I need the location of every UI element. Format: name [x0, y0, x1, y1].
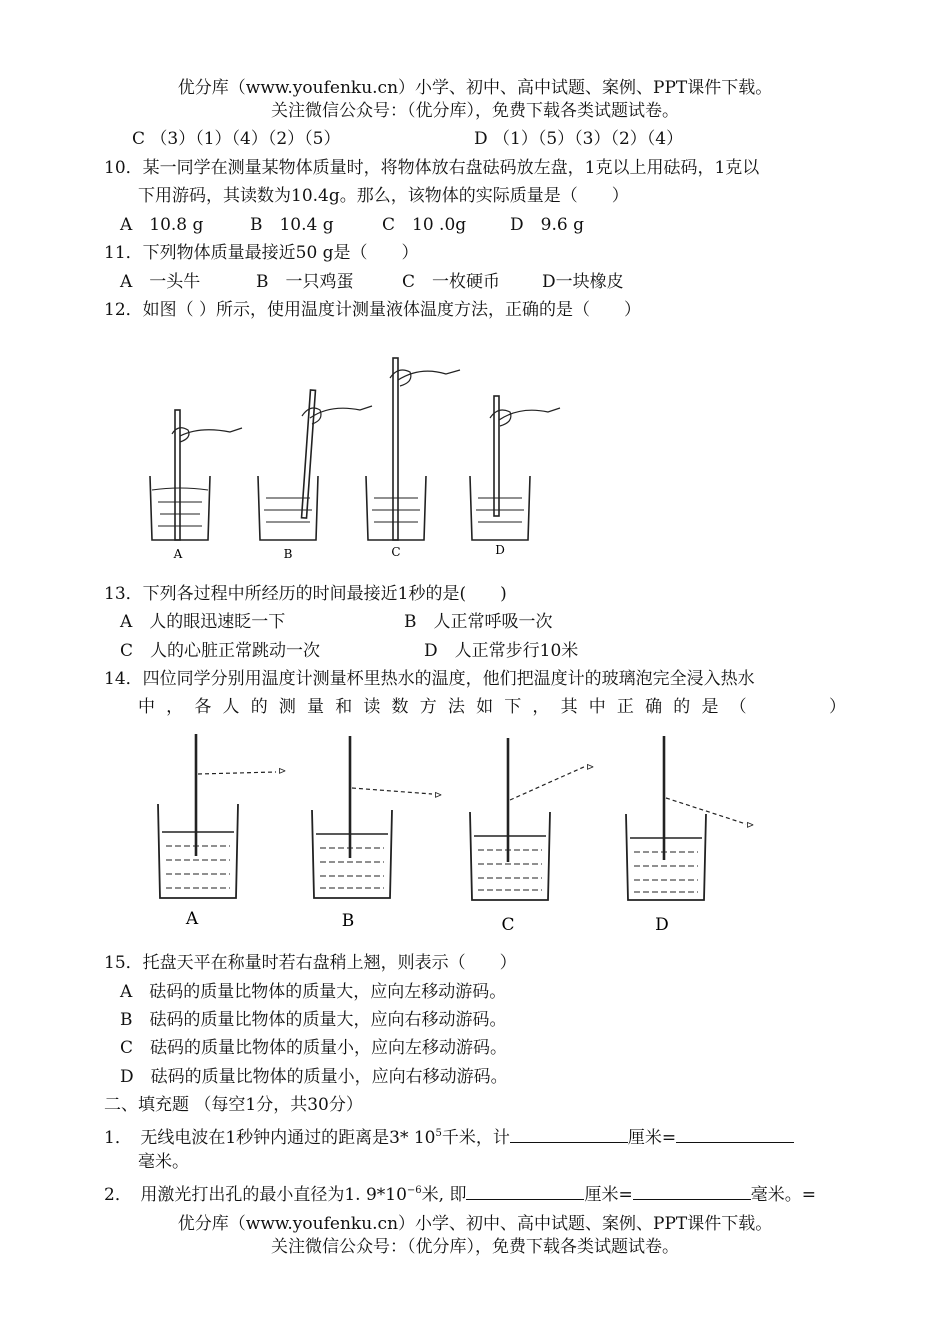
- q12-label-a: A: [173, 547, 183, 561]
- fill-1-mid: 千米，计: [441, 1128, 510, 1148]
- q14-char: 测: [278, 697, 296, 717]
- q10-option-a: A 10.8 g: [120, 215, 204, 235]
- fill-1-blank-2[interactable]: [676, 1124, 794, 1143]
- q15-option-b: B 砝码的质量比物体的质量大，应向右移动游码。: [120, 1010, 507, 1030]
- q10-option-c: C 10 .0g: [382, 215, 467, 235]
- q13-option-b: B 人正常呼吸一次: [404, 612, 553, 632]
- footer-line-1: 优分库（www.youfenku.cn）小学、初中、高中试题、案例、PPT课件下载。: [177, 1214, 773, 1234]
- q14-char: 中: [588, 697, 606, 717]
- q13-option-d: D 人正常步行10米: [424, 641, 579, 661]
- q14-stem-2: [138, 695, 846, 719]
- q10-option-d: D 9.6 g: [510, 215, 584, 235]
- q10-option-b: B 10.4 g: [250, 215, 334, 235]
- q14-char: 其: [560, 697, 578, 717]
- q15-option-a: A 砝码的质量比物体的质量大，应向左移动游码。: [120, 982, 507, 1002]
- svg-text:⊳: ⊳: [586, 762, 595, 773]
- q14-figure: [140, 728, 790, 943]
- q14-char: ，: [532, 697, 550, 717]
- header-line-1: 优分库（www.youfenku.cn）小学、初中、高中试题、案例、PPT课件下载。: [177, 78, 773, 98]
- q14-char: 方: [419, 697, 437, 717]
- q14-char: 法: [447, 697, 465, 717]
- q14-gap: [758, 695, 818, 719]
- q15-option-c: C 砝码的质量比物体的质量小，应向左移动游码。: [120, 1038, 508, 1058]
- q14-char: 的: [673, 697, 691, 717]
- q15-option-d: D 砝码的质量比物体的质量小，应向右移动游码。: [120, 1067, 508, 1087]
- q13-option-c: C 人的心脏正常跳动一次: [120, 641, 321, 661]
- q14-char: 确: [645, 697, 663, 717]
- q14-char: 人: [222, 697, 240, 717]
- fill-2-pre: 2． 用激光打出孔的最小直径为1. 9*10: [104, 1185, 407, 1205]
- q14-char: ，: [166, 697, 184, 717]
- q12-label-d: D: [495, 543, 505, 557]
- fill-2-unit-2: 毫米。=: [750, 1185, 816, 1205]
- q14-char: 是: [701, 697, 719, 717]
- q14-char: 中: [138, 697, 155, 717]
- q14-char: （: [729, 697, 747, 717]
- q11-option-d: D一块橡皮: [542, 272, 624, 292]
- q12-figure: [120, 338, 620, 568]
- q13-stem: 13．下列各过程中所经历的时间最接近1秒的是( ): [104, 584, 507, 604]
- q14-char: 量: [307, 697, 325, 717]
- fill-1-line-2: 毫米。: [138, 1152, 189, 1172]
- q10-stem-1: 10．某一同学在测量某物体质量时，将物体放右盘砝码放左盘，1克以上用砝码，1克以: [104, 158, 760, 178]
- fill-2: [104, 1179, 816, 1207]
- q12-label-c: C: [391, 545, 401, 559]
- q14-char: 如: [476, 697, 494, 717]
- q14-stem-1: 14．四位同学分别用温度计测量杯里热水的温度，他们把温度计的玻璃泡完全浸入热水: [104, 669, 755, 689]
- fill-1-exp: 5: [435, 1128, 442, 1139]
- q9-option-c: C （3）（1）（4）（2）（5）: [132, 129, 341, 149]
- fill-1-blank-1[interactable]: [510, 1124, 628, 1143]
- fill-1: [104, 1122, 794, 1150]
- q14-char: 下: [504, 697, 522, 717]
- q14-char: 的: [250, 697, 268, 717]
- svg-text:⊳: ⊳: [746, 820, 755, 831]
- fill-2-mid: 米, 即: [421, 1185, 467, 1205]
- fill-2-exp: −6: [406, 1185, 422, 1196]
- q13-option-a: A 人的眼迅速眨一下: [120, 612, 286, 632]
- q14-char: 各: [194, 697, 212, 717]
- q15-stem: 15．托盘天平在称量时若右盘稍上翘，则表示（ ）: [104, 953, 517, 973]
- q14-char: 和: [335, 697, 353, 717]
- q14-char: ）: [828, 697, 846, 717]
- q10-stem-2: 下用游码，其读数为10.4g。那么，该物体的实际质量是（ ）: [138, 186, 629, 206]
- q12-stem: 12．如图（ ）所示，使用温度计测量液体温度方法，正确的是（ ）: [104, 300, 642, 320]
- section-2-title: 二、填充题 （每空1分，共30分）: [104, 1095, 363, 1115]
- q14-label-a: A: [185, 909, 199, 929]
- q11-option-a: A 一头牛: [120, 272, 201, 292]
- q14-char: 正: [616, 697, 634, 717]
- svg-text:⊳: ⊳: [434, 790, 443, 801]
- q14-label-d: D: [655, 915, 669, 935]
- fill-1-unit-1: 厘米=: [627, 1128, 677, 1148]
- fill-2-unit-1: 厘米=: [584, 1185, 633, 1205]
- fill-2-blank-2[interactable]: [633, 1181, 751, 1200]
- q11-option-b: B 一只鸡蛋: [256, 272, 354, 292]
- fill-1-pre: 1． 无线电波在1秒钟内通过的距离是3* 10: [104, 1128, 436, 1148]
- q14-char: 数: [391, 697, 409, 717]
- q9-option-d: D （1）（5）（3）（2）（4）: [474, 129, 684, 149]
- q14-char: 读: [363, 697, 381, 717]
- fill-2-blank-1[interactable]: [466, 1181, 584, 1200]
- q14-label-b: B: [341, 911, 355, 931]
- q12-label-b: B: [283, 547, 293, 561]
- q14-label-c: C: [501, 915, 515, 935]
- header-line-2: 关注微信公众号：（优分库），免费下载各类试题试卷。: [271, 101, 679, 121]
- q11-stem: 11．下列物体质量最接近50 g是（ ）: [104, 243, 419, 263]
- footer-line-2: 关注微信公众号：（优分库），免费下载各类试题试卷。: [271, 1237, 679, 1257]
- q11-option-c: C 一枚硬币: [402, 272, 501, 292]
- svg-text:⊳: ⊳: [278, 766, 287, 777]
